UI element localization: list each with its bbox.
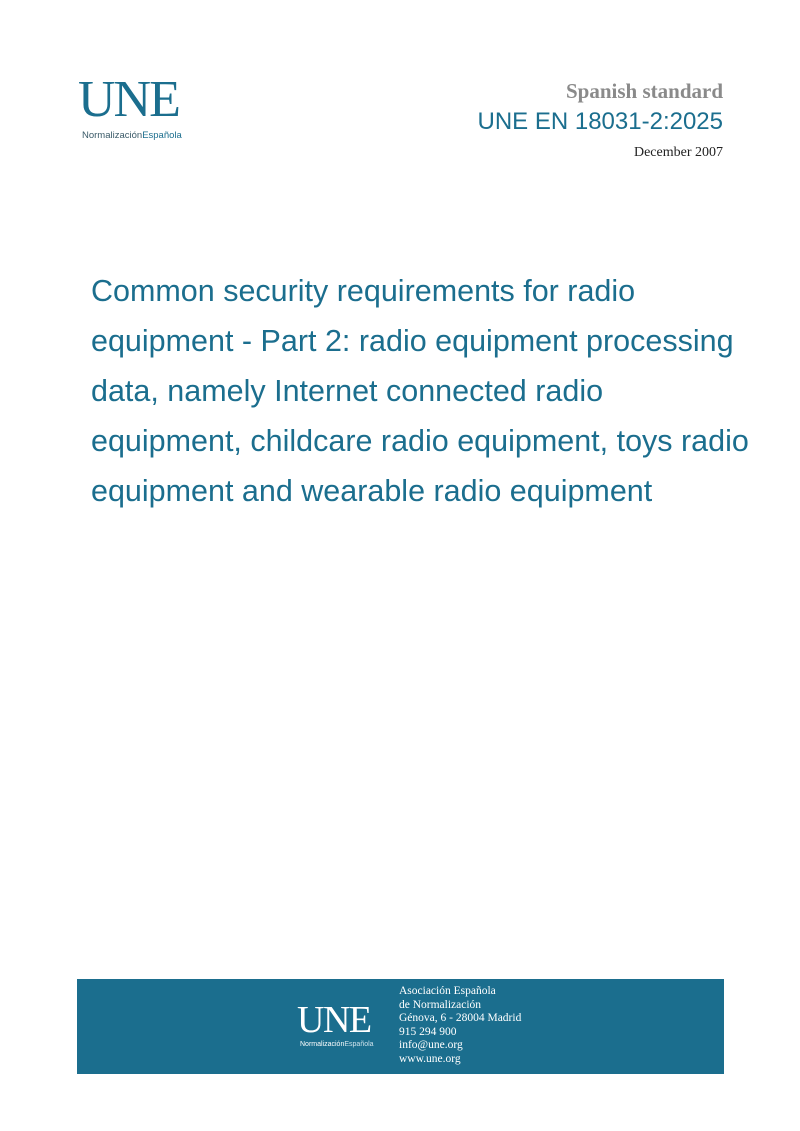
une-logo: [78, 71, 198, 144]
standard-type: Spanish standard: [566, 79, 723, 103]
org-email: info@une.org: [399, 1039, 463, 1052]
standard-header: [478, 78, 723, 162]
footer-logo-wordmark: UNE: [297, 999, 371, 1041]
footer-logo-subtitle: [300, 1041, 374, 1048]
org-website: www.une.org: [399, 1052, 461, 1065]
standard-date: December 2007: [633, 145, 723, 160]
logo-wordmark: UNE: [78, 71, 179, 128]
footer-une-logo: [297, 1001, 387, 1053]
document-title: Common security requirements for radio equipment - Part 2: radio equipment processing data, namely Internet connected radio equipment, childcare radio equipment, toys radio equipment and wearable radio equipment: [91, 274, 749, 508]
footer-band: [77, 979, 724, 1074]
footer-logo-subtitle-right: Española: [344, 1041, 374, 1048]
org-phone: 915 294 900: [399, 1025, 457, 1038]
logo-subtitle-left: Normalización: [82, 130, 143, 141]
org-name-line-1: Asociación Española: [399, 985, 496, 997]
org-name-line-2: de Normalización: [399, 998, 482, 1011]
footer-logo-subtitle-left: Normalización: [300, 1041, 345, 1048]
org-address: Génova, 6 - 28004 Madrid: [399, 1012, 522, 1025]
organization-contact: [399, 985, 521, 1067]
standard-code: UNE EN 18031-2:2025: [477, 108, 723, 135]
logo-subtitle-right: Española: [142, 130, 182, 141]
logo-subtitle: [82, 130, 182, 141]
